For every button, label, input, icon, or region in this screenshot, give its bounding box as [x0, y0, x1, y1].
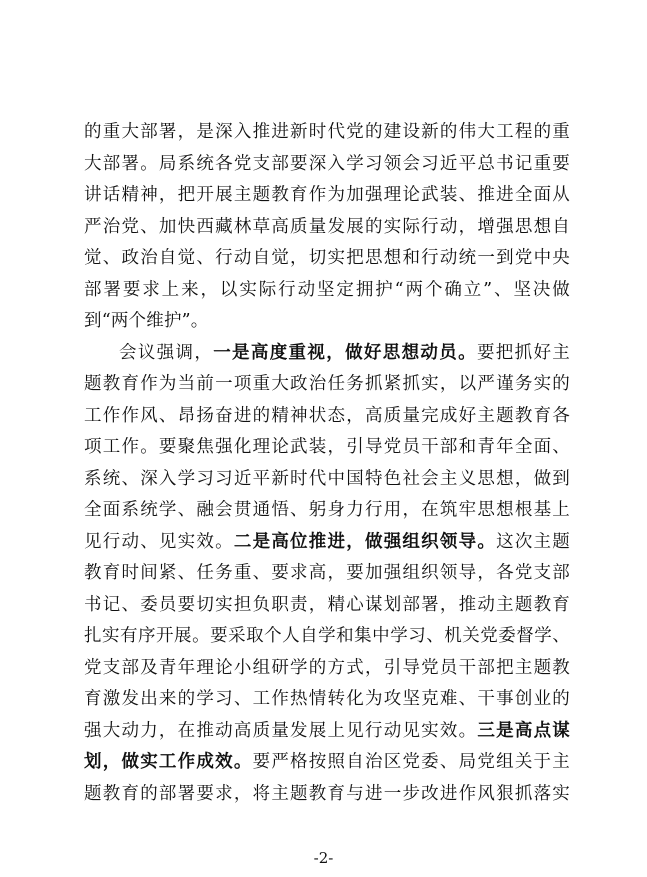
text-line: 项工作。要聚焦强化理论武装，引导党员干部和青年全面、 — [84, 437, 570, 457]
text-span: 要把抓好主 — [476, 342, 571, 363]
text-line: 部署要求上来，以实际行动坚定拥护“两个确立”、坚决做 — [84, 279, 570, 300]
text-line: 系统、深入学习习近平新时代中国特色社会主义思想，做到 — [84, 468, 570, 489]
body-text — [84, 117, 570, 810]
text-line: 的重大部署，是深入推进新时代党的建设新的伟大工程的重 — [84, 122, 570, 142]
text-line: 书记、委员要切实担负职责，精心谋划部署，推动主题教育 — [84, 594, 570, 615]
text-line — [84, 527, 570, 559]
text-span: 会议强调， — [119, 342, 214, 363]
text-line: 题教育的部署要求，将主题教育与进一步改进作风狠抓落实 — [84, 783, 570, 804]
text-line — [84, 716, 570, 748]
text-line: 教育时间紧、任务重、要求高，要加强组织领导，各党支部 — [84, 563, 570, 583]
text-line: 扎实有序开展。要采取个人自学和集中学习、机关党委督学、 — [84, 626, 570, 646]
emphasis-heading: 三是高点谋 — [477, 720, 571, 741]
text-line: 育激发出来的学习、工作热情转化为攻坚克难、干事创业的 — [84, 689, 570, 709]
text-line: 大部署。局系统各党支部要深入学习领会习近平总书记重要 — [84, 153, 570, 174]
text-line: 觉、政治自觉、行动自觉，切实把思想和行动统一到党中央 — [84, 248, 570, 268]
text-line — [84, 338, 570, 370]
emphasis-heading: 二是高位推进，做强组织领导。 — [233, 531, 497, 552]
text-span: 这次主题 — [496, 531, 570, 552]
text-span: 强大动力，在推动高质量发展上见行动见实效。 — [84, 720, 478, 741]
text-line: 党支部及青年理论小组研学的方式，引导党员干部把主题教 — [84, 657, 570, 678]
page-number: -2- — [313, 849, 334, 867]
text-line: 讲话精神，把开展主题教育作为加强理论武装、推进全面从 — [84, 185, 570, 205]
emphasis-heading: 一是高度重视，做好思想动员。 — [213, 342, 477, 363]
text-line: 全面系统学、融会贯通悟、躬身力行用，在筑牢思想根基上 — [84, 500, 570, 520]
text-span: 见行动、见实效。 — [84, 531, 234, 552]
emphasis-heading: 划，做实工作成效。 — [84, 752, 253, 772]
text-line: 工作作风、昂扬奋进的精神状态，高质量完成好主题教育各 — [84, 405, 570, 426]
text-line: 严治党、加快西藏林草高质量发展的实际行动，增强思想自 — [84, 216, 570, 237]
text-line: 题教育作为当前一项重大政治任务抓紧抓实，以严谨务实的 — [84, 374, 570, 394]
text-line — [84, 747, 570, 779]
text-span: 要严格按照自治区党委、局党组关于主 — [252, 752, 570, 772]
text-line: 到“两个维护”。 — [84, 311, 209, 331]
